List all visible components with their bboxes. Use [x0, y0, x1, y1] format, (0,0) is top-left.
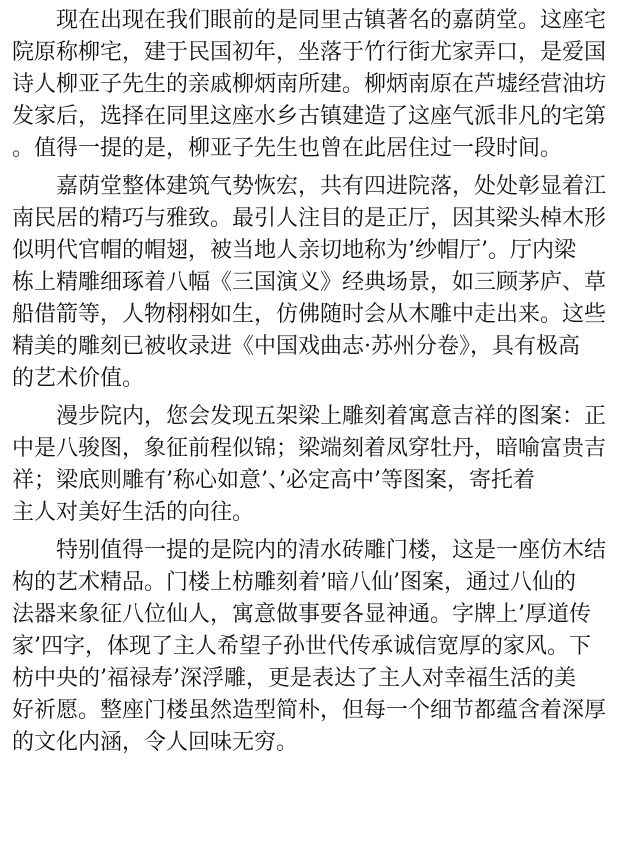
text-line: 特别值得一提的是院内的清水砖雕门楼，这是一座仿木结: [56, 538, 607, 563]
text-line: 院原称柳宅，建于民国初年，坐落于竹行街尤家弄口，是爱国: [12, 40, 607, 65]
paragraph-3: [12, 401, 632, 529]
text-line: 栋上精雕细琢着八幅《三国演义》经典场景，如三顾茅庐、草: [12, 270, 607, 295]
paragraph-4: [12, 535, 632, 759]
text-line: 好祈愿。整座门楼虽然造型简朴，但每一个细节都蕴含着深厚: [12, 698, 607, 723]
text-line: 家’四字，体现了主人希望子孙世代传承诚信宽厚的家风。下: [12, 634, 591, 659]
text-line: 嘉荫堂整体建筑气势恢宏，共有四进院落，处处彰显着江: [56, 174, 607, 199]
text-line: 构的艺术精品。门楼上枋雕刻着’暗八仙’图案，通过八仙的: [12, 570, 576, 595]
text-line: 漫步院内，您会发现五架梁上雕刻着寓意吉祥的图案：正: [56, 404, 607, 429]
text-line: 枋中央的’福禄寿’深浮雕，更是表达了主人对幸福生活的美: [12, 666, 576, 691]
text-line: 精美的雕刻已被收录进《中国戏曲志·苏州分卷》，具有极高: [12, 334, 580, 359]
paragraph-2: [12, 171, 632, 395]
text-line: 祥；梁底则雕有’称心如意’、’必定高中’等图案，寄托着: [12, 468, 535, 493]
text-line: 诗人柳亚子先生的亲戚柳炳南所建。柳炳南原在芦墟经营油坊: [12, 72, 607, 97]
text-line: 南民居的精巧与雅致。最引人注目的是正厅，因其梁头棹木形: [12, 206, 607, 231]
text-line: 主人对美好生活的向往。: [12, 500, 255, 525]
text-line: 的文化内涵，令人回味无穷。: [12, 730, 299, 755]
paragraph-1: [12, 5, 632, 165]
text-line: 现在出现在我们眼前的是同里古镇著名的嘉荫堂。这座宅: [56, 8, 607, 33]
document-body: [12, 5, 632, 765]
text-line: 发家后，选择在同里这座水乡古镇建造了这座气派非凡的宅第: [12, 104, 607, 129]
text-line: 的艺术价值。: [12, 366, 145, 391]
text-line: 。值得一提的是，柳亚子先生也曾在此居住过一段时间。: [12, 136, 563, 161]
text-line: 法器来象征八位仙人，寓意做事要各显神通。字牌上’厚道传: [12, 602, 591, 627]
text-line: 似明代官帽的帽翅，被当地人亲切地称为’纱帽厅’。厅内梁: [12, 238, 576, 263]
text-line: 中是八骏图，象征前程似锦；梁端刻着凤穿牡丹，暗喻富贵吉: [12, 436, 607, 461]
text-line: 船借箭等，人物栩栩如生，仿佛随时会从木雕中走出来。这些: [12, 302, 607, 327]
